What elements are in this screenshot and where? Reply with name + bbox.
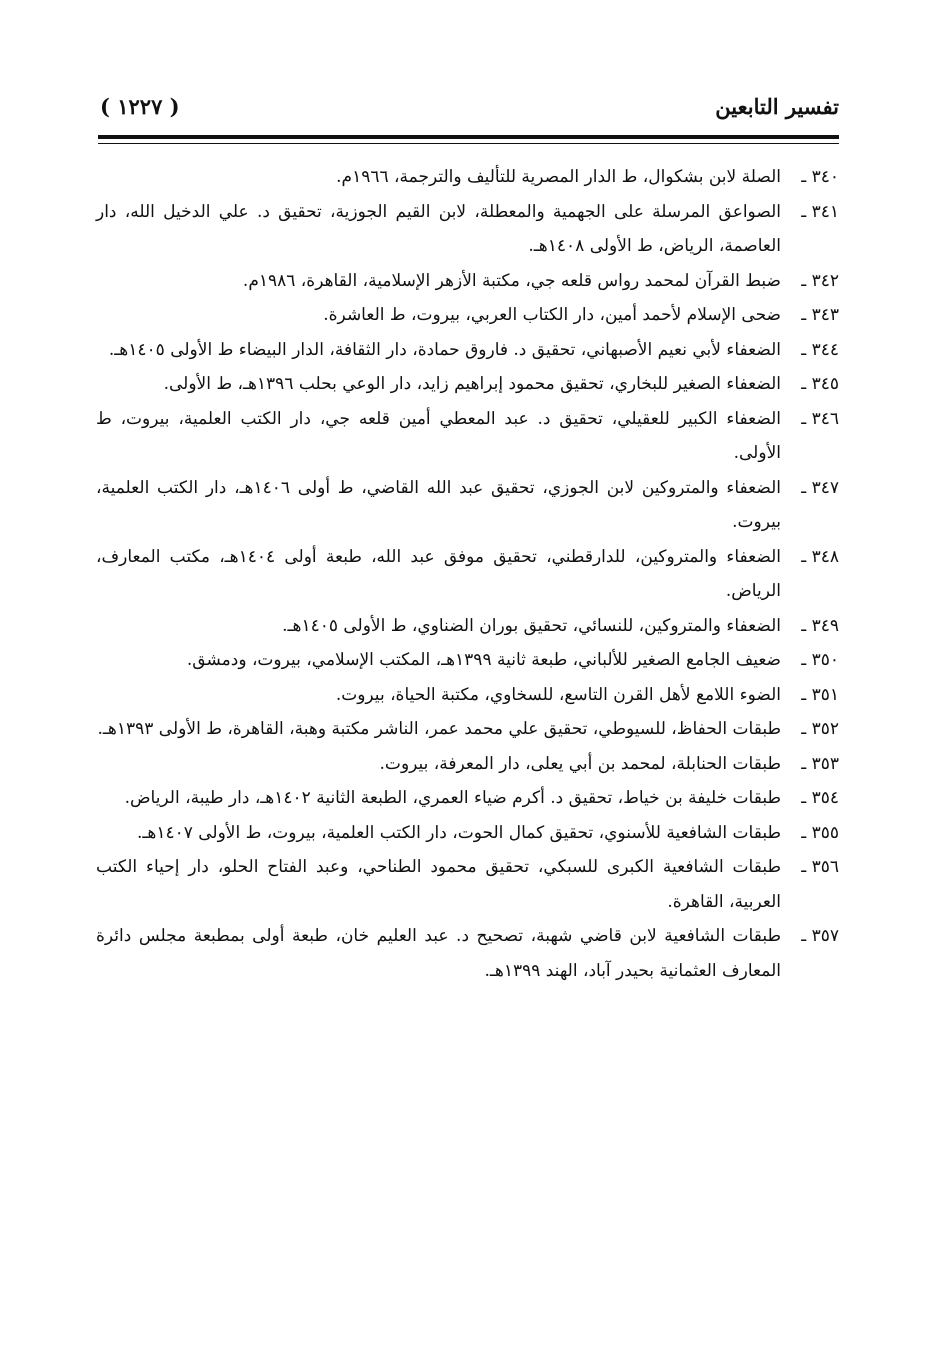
bibliography-entry	[96, 781, 839, 816]
bibliography-entry	[96, 195, 839, 264]
entry-text: ضبط القرآن لمحمد رواس قلعه جي، مكتبة الأزهر الإسلامية، القاهرة، ١٩٨٦م.	[242, 270, 781, 291]
entry-number: ٣٤٤ ـ	[801, 339, 839, 360]
bibliography-entry	[96, 816, 839, 851]
header-rule-thick	[98, 135, 839, 139]
entry-number: ٣٤٣ ـ	[801, 305, 839, 325]
entry-number: ٣٥٦ ـ	[801, 857, 839, 877]
entry-number: ٣٤٠ ـ	[801, 167, 839, 187]
entry-number: ٣٥١ ـ	[801, 684, 839, 705]
entry-text: الضعفاء والمتروكين لابن الجوزي، تحقيق عبد الله القاضي، ط أولى ١٤٠٦هـ، دار الكتب العلمية، بيروت.	[96, 477, 781, 532]
bibliography-list	[96, 160, 839, 988]
entry-text: طبقات خليفة بن خياط، تحقيق د. أكرم ضياء العمري، الطبعة الثانية ١٤٠٢هـ، دار طيبة، الرياض.	[124, 788, 781, 808]
bibliography-entry	[96, 264, 839, 299]
entry-number: ٣٥٤ ـ	[801, 788, 839, 808]
entry-text: الضعفاء الكبير للعقيلي، تحقيق د. عبد المعطي أمين قلعه جي، دار الكتب العلمية، بيروت، ط الأولى.	[96, 408, 781, 463]
bibliography-entry	[96, 678, 839, 713]
entry-text: طبقات الشافعية الكبرى للسبكي، تحقيق محمود الطناحي، وعبد الفتاح الحلو، دار إحياء الكتب العربية، القاهرة.	[96, 857, 781, 912]
entry-number: ٣٥٠ ـ	[801, 650, 839, 670]
entry-text: الصواعق المرسلة على الجهمية والمعطلة، لابن القيم الجوزية، تحقيق د. علي الدخيل الله، دار العاصمة، الرياض، ط الأولى ١٤٠٨هـ.	[96, 201, 781, 256]
bibliography-entry	[96, 402, 839, 471]
entry-number: ٣٥٥ ـ	[801, 822, 839, 843]
bibliography-entry	[96, 367, 839, 402]
entry-number: ٣٤٧ ـ	[801, 477, 839, 498]
entry-number: ٣٥٧ ـ	[801, 926, 839, 946]
entry-number: ٣٤١ ـ	[801, 201, 839, 222]
entry-number: ٣٤٨ ـ	[801, 546, 839, 567]
entry-number: ٣٤٩ ـ	[801, 615, 839, 636]
entry-text: الضعفاء والمتروكين، للنسائي، تحقيق بوران الضناوي، ط الأولى ١٤٠٥هـ.	[282, 615, 781, 636]
entry-number: ٣٥٢ ـ	[801, 719, 839, 739]
entry-text: طبقات الشافعية للأسنوي، تحقيق كمال الحوت، دار الكتب العلمية، بيروت، ط الأولى ١٤٠٧هـ.	[136, 822, 781, 843]
bibliography-entry	[96, 298, 839, 333]
entry-number: ٣٤٥ ـ	[801, 374, 839, 394]
entry-text: طبقات الحفاظ، للسيوطي، تحقيق علي محمد عمر، الناشر مكتبة وهبة، القاهرة، ط الأولى ١٣٩٣هـ.	[97, 719, 781, 739]
header-rule-thin	[98, 143, 839, 144]
page-number: ( ١٢٢٧ )	[100, 94, 180, 119]
bibliography-entry	[96, 333, 839, 368]
running-header	[96, 92, 839, 132]
bibliography-entry	[96, 643, 839, 678]
entry-text: طبقات الشافعية لابن قاضي شهبة، تصحيح د. عبد العليم خان، طبعة أولى بمطبعة مجلس دائرة المعارف العثمانية بحيدر آباد، الهند ١٣٩٩هـ.	[96, 926, 781, 981]
entry-text: طبقات الحنابلة، لمحمد بن أبي يعلى، دار المعرفة، بيروت.	[379, 753, 781, 774]
entry-number: ٣٤٢ ـ	[801, 270, 839, 291]
entry-text: الضعفاء والمتروكين، للدارقطني، تحقيق موفق عبد الله، طبعة أولى ١٤٠٤هـ، مكتب المعارف، الرياض.	[96, 546, 781, 601]
bibliography-entry	[96, 919, 839, 988]
bibliography-entry	[96, 747, 839, 782]
entry-text: ضحى الإسلام لأحمد أمين، دار الكتاب العربي، بيروت، ط العاشرة.	[323, 305, 781, 325]
entry-text: الضعفاء لأبي نعيم الأصبهاني، تحقيق د. فاروق حمادة، دار الثقافة، الدار البيضاء ط الأولى ١٤٠٥هـ.	[108, 339, 781, 360]
entry-text: ضعيف الجامع الصغير للألباني، طبعة ثانية ١٣٩٩هـ، المكتب الإسلامي، بيروت، ودمشق.	[186, 650, 781, 670]
entry-text: الضوء اللامع لأهل القرن التاسع، للسخاوي، مكتبة الحياة، بيروت.	[335, 684, 781, 705]
bibliography-entry	[96, 609, 839, 644]
bibliography-entry	[96, 160, 839, 195]
bibliography-entry	[96, 712, 839, 747]
entry-text: الضعفاء الصغير للبخاري، تحقيق محمود إبراهيم زايد، دار الوعي بحلب ١٣٩٦هـ، ط الأولى.	[163, 374, 781, 394]
entry-text: الصلة لابن بشكوال، ط الدار المصرية للتأليف والترجمة، ١٩٦٦م.	[336, 167, 781, 187]
bibliography-entry	[96, 540, 839, 609]
entry-number: ٣٥٣ ـ	[801, 753, 839, 774]
bibliography-entry	[96, 471, 839, 540]
bibliography-entry	[96, 850, 839, 919]
book-title: تفسير التابعين	[715, 94, 839, 119]
entry-number: ٣٤٦ ـ	[801, 408, 839, 429]
